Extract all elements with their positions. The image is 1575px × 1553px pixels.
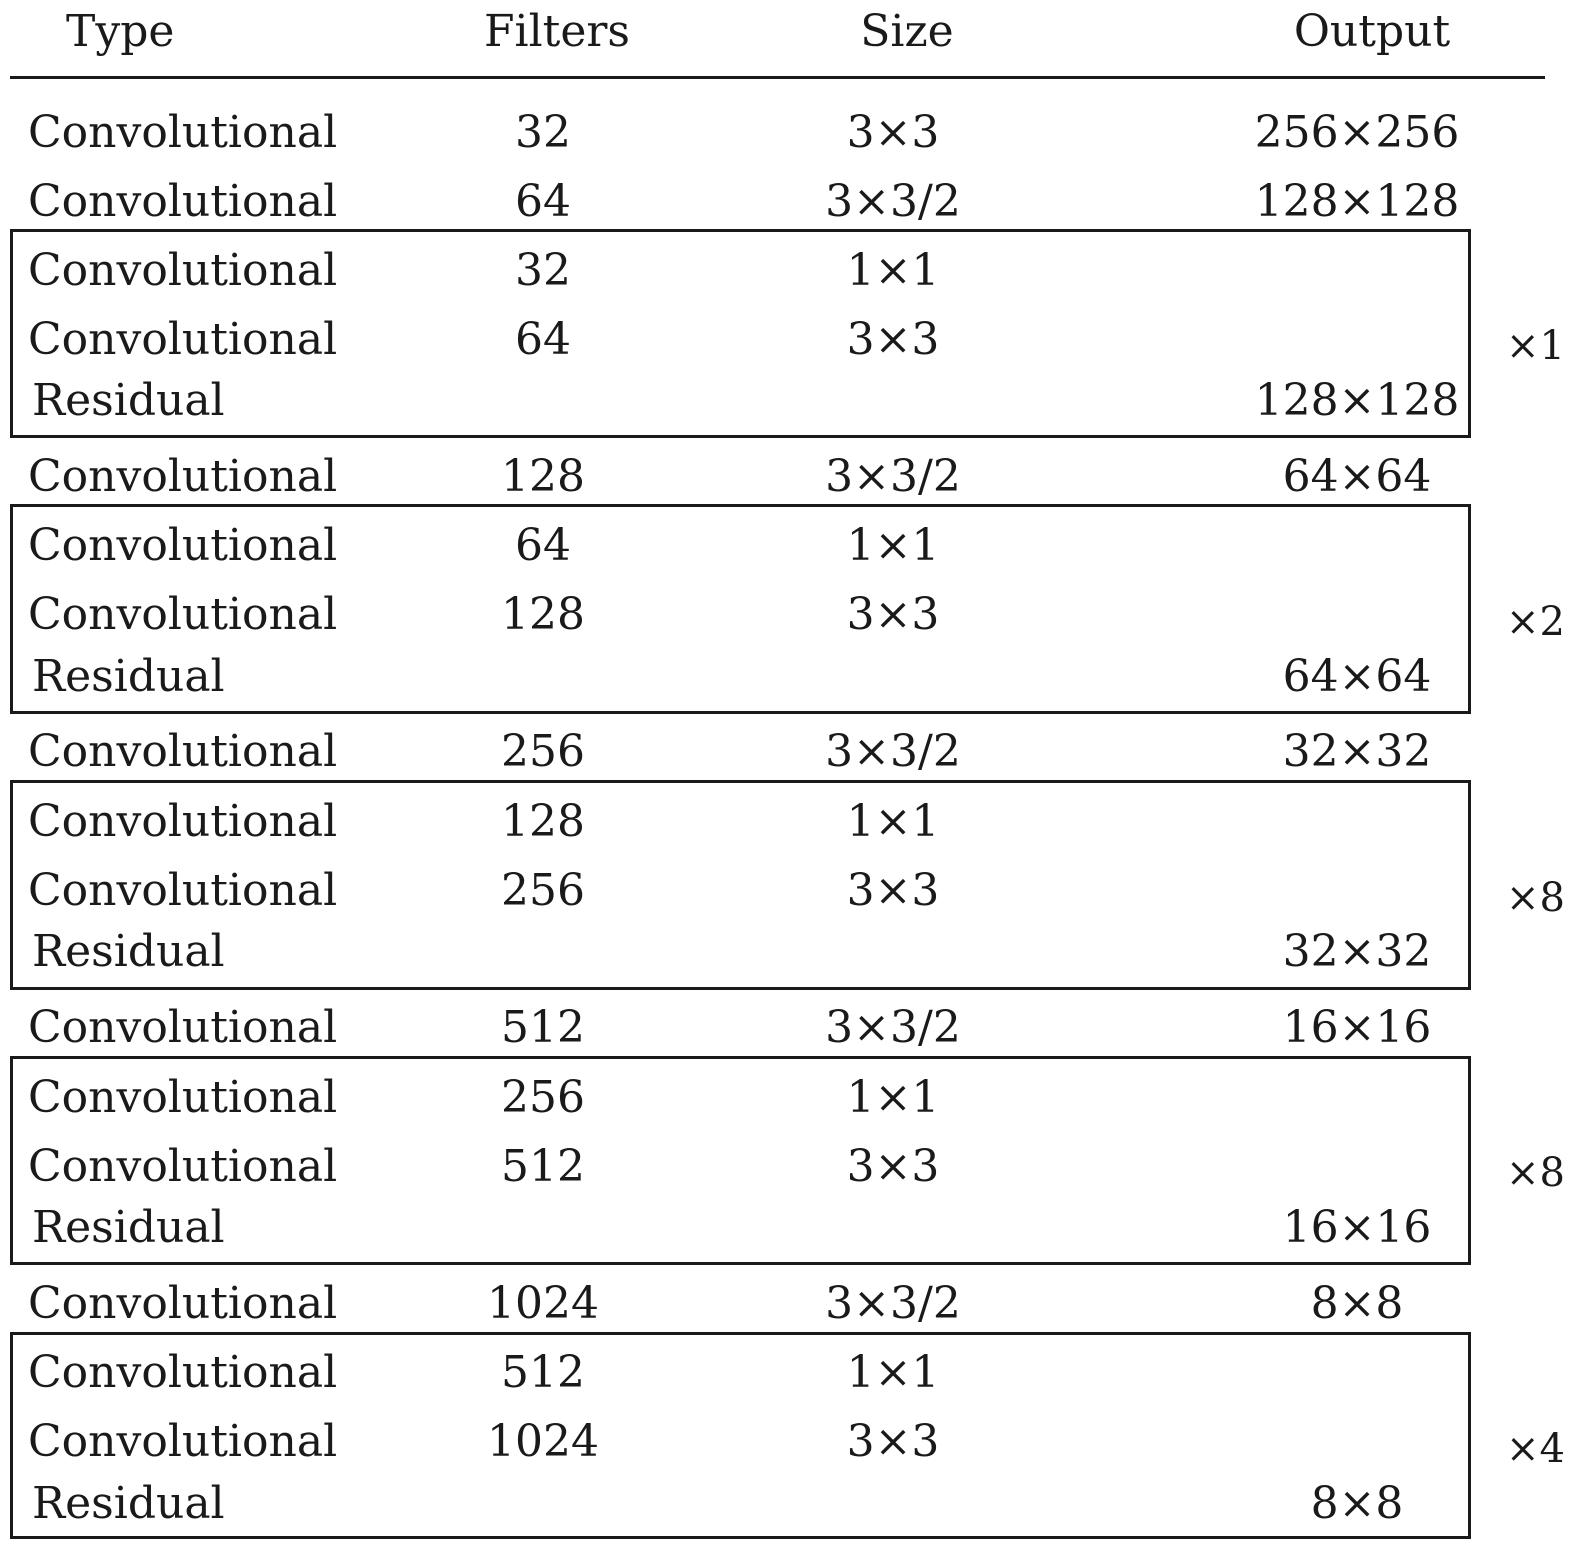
table-cell-size: 3×3/2 [825,1002,961,1053]
table-cell-filters: 1024 [487,1416,599,1467]
header-size: Size [860,6,954,57]
table-cell-type: Convolutional [28,1002,338,1053]
table-cell-type: Convolutional [28,451,338,502]
table-cell-size: 3×3 [846,589,940,640]
block-multiplier: ×4 [1506,1426,1565,1472]
table-cell-output: 8×8 [1310,1278,1404,1329]
header-type: Type [66,6,175,57]
table-cell-type: Convolutional [28,107,338,158]
residual-block-frame [10,780,1471,990]
table-cell-filters: 128 [501,589,585,640]
table-cell-type: Convolutional [28,520,338,571]
table-cell-type: Convolutional [28,589,338,640]
block-multiplier: ×8 [1506,875,1565,921]
header-filters: Filters [483,6,631,57]
residual-block-frame [10,229,1471,438]
header-rule [10,76,1545,79]
table-cell-output: 128×128 [1254,176,1460,227]
table-cell-type: Convolutional [28,1347,338,1398]
table-cell-size: 3×3/2 [825,1278,961,1329]
table-cell-size: 3×3/2 [825,451,961,502]
table-cell-size: 1×1 [846,245,940,296]
table-cell-output: 128×128 [1254,375,1460,426]
table-cell-filters: 128 [501,796,585,847]
table-cell-type: Convolutional [28,1072,338,1123]
table-cell-size: 3×3/2 [825,176,961,227]
table-cell-type: Convolutional [28,314,338,365]
table-cell-filters: 1024 [487,1278,599,1329]
table-cell-type: Residual [32,1202,225,1253]
table-cell-size: 3×3 [846,314,940,365]
table-cell-size: 1×1 [846,520,940,571]
table-cell-filters: 256 [501,726,585,777]
table-cell-output: 64×64 [1282,651,1432,702]
table-cell-type: Residual [32,926,225,977]
table-cell-output: 256×256 [1254,107,1460,158]
table-cell-type: Convolutional [28,726,338,777]
table-cell-size: 3×3 [846,1416,940,1467]
table-cell-filters: 64 [515,176,571,227]
table-cell-filters: 512 [501,1141,585,1192]
table-cell-size: 3×3 [846,1141,940,1192]
table-cell-size: 3×3 [846,107,940,158]
table-cell-type: Convolutional [28,1416,338,1467]
table-cell-size: 1×1 [846,796,940,847]
residual-block-frame [10,1332,1471,1539]
table-cell-output: 8×8 [1310,1478,1404,1529]
table-cell-type: Convolutional [28,1141,338,1192]
table-cell-type: Convolutional [28,865,338,916]
table-cell-size: 1×1 [846,1347,940,1398]
table-cell-output: 64×64 [1282,451,1432,502]
table-cell-type: Convolutional [28,245,338,296]
table-cell-size: 3×3 [846,865,940,916]
table-cell-output: 32×32 [1282,726,1432,777]
table-cell-type: Residual [32,1478,225,1529]
table-cell-type: Residual [32,651,225,702]
table-cell-type: Convolutional [28,176,338,227]
residual-block-frame [10,504,1471,714]
table-cell-filters: 32 [515,245,571,296]
table-cell-type: Convolutional [28,1278,338,1329]
table-cell-output: 32×32 [1282,926,1432,977]
table-cell-filters: 128 [501,451,585,502]
table-cell-size: 1×1 [846,1072,940,1123]
table-cell-filters: 32 [515,107,571,158]
table-cell-output: 16×16 [1282,1002,1432,1053]
table-cell-filters: 512 [501,1002,585,1053]
table-cell-filters: 256 [501,865,585,916]
residual-block-frame [10,1056,1471,1265]
table-cell-type: Convolutional [28,796,338,847]
table-cell-type: Residual [32,375,225,426]
block-multiplier: ×2 [1506,599,1565,645]
header-output: Output [1293,6,1451,57]
table-cell-size: 3×3/2 [825,726,961,777]
table-cell-filters: 256 [501,1072,585,1123]
block-multiplier: ×8 [1506,1150,1565,1196]
block-multiplier: ×1 [1506,323,1565,369]
table-cell-filters: 64 [515,520,571,571]
table-cell-filters: 512 [501,1347,585,1398]
table-cell-output: 16×16 [1282,1202,1432,1253]
table-cell-filters: 64 [515,314,571,365]
